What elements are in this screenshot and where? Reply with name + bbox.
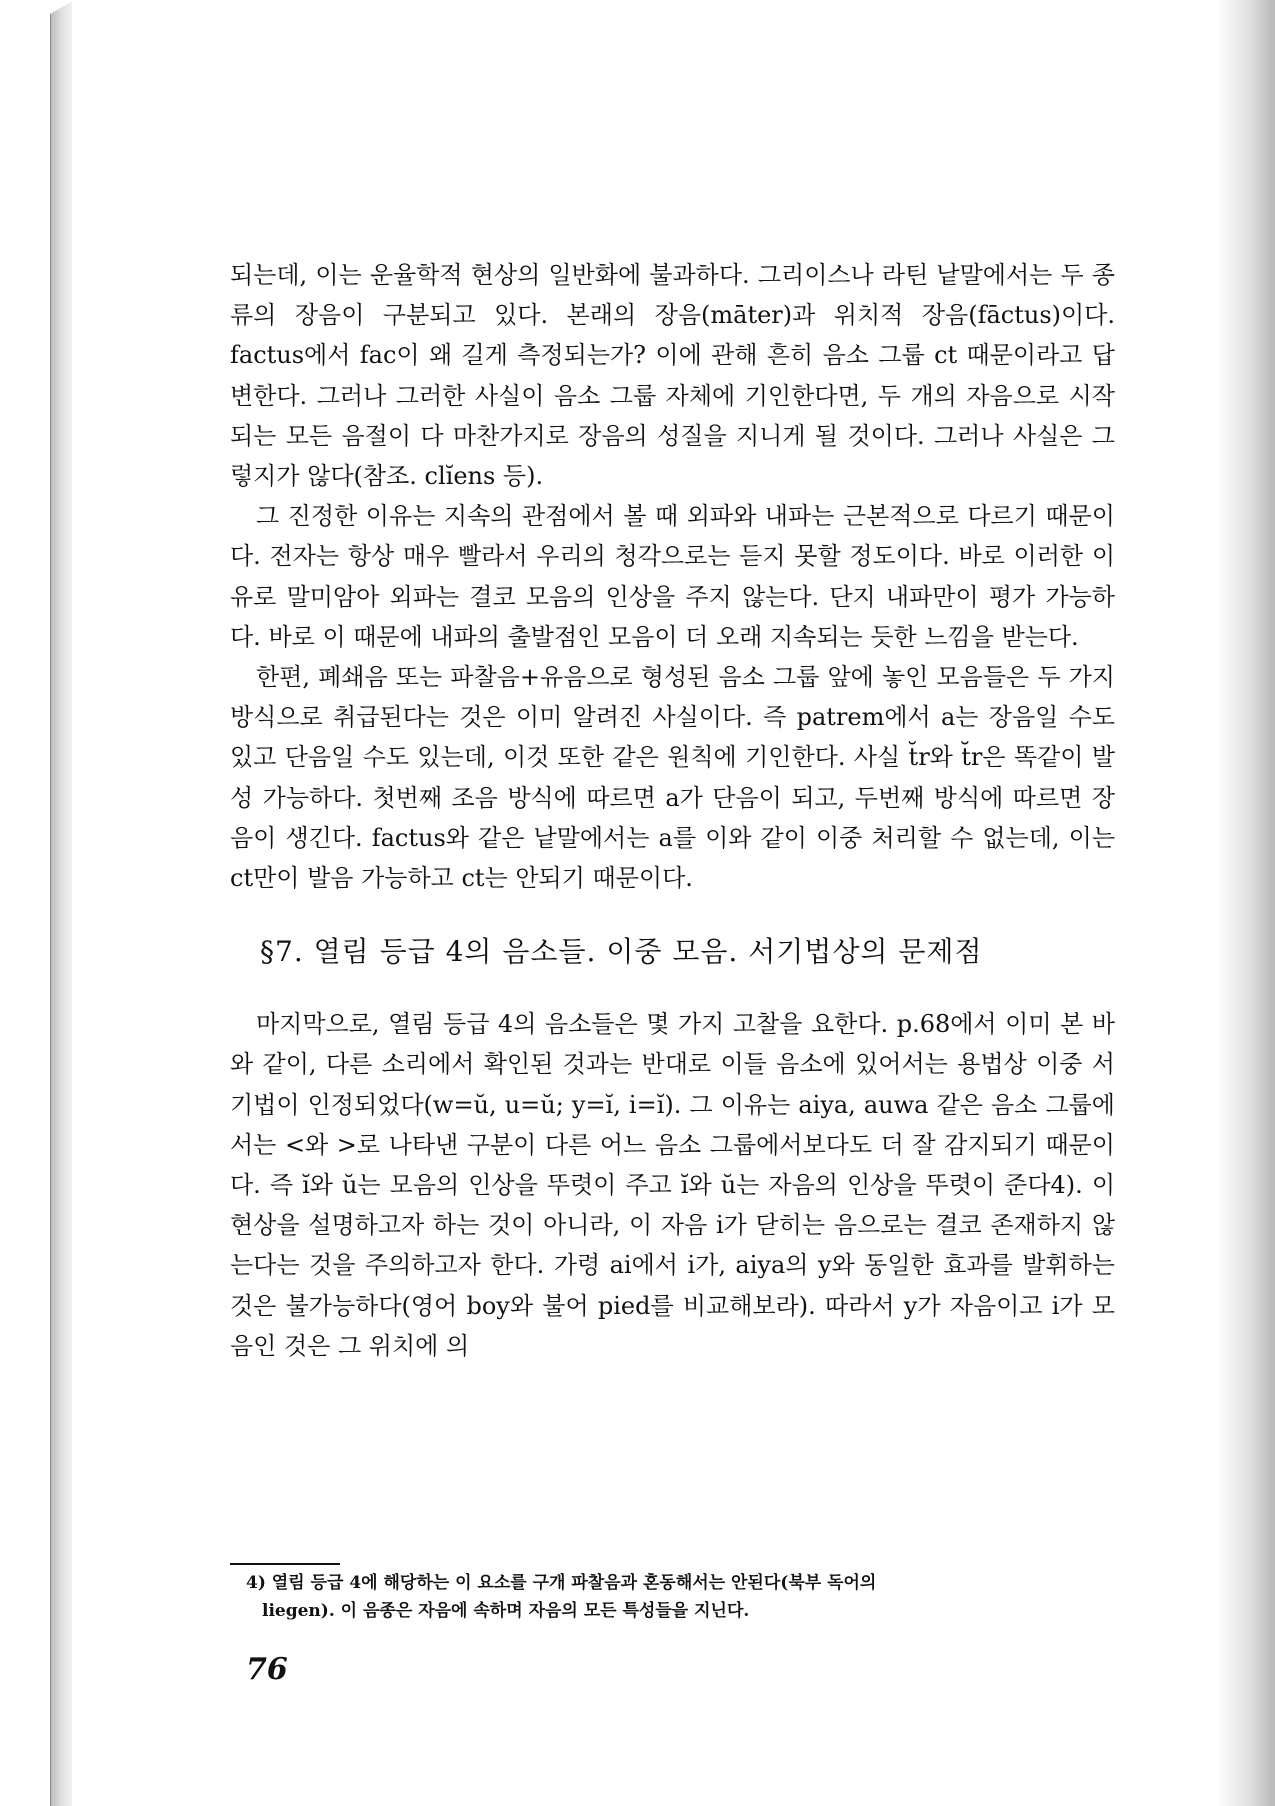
page-body — [230, 255, 1115, 1366]
paragraph-2: 그 진정한 이유는 지속의 관점에서 볼 때 외파와 내파는 근본적으로 다르기 때문이다. 전자는 항상 매우 빨라서 우리의 청각으로는 듣지 못할 정도이다. 바로 이러한 이유로 말미암아 외파는 결코 모음의 인상을 주지 않는다. 단지 내파만이 평가 가능하다. 바로 이 때문에 내파의 출발점인 모음이 더 오래 지속되는 듯한 느낌을 받는다. — [230, 502, 1115, 651]
footnote-divider — [230, 1563, 340, 1565]
paragraph-1: 되는데, 이는 운율학적 현상의 일반화에 불과하다. 그리이스나 라틴 낱말에서는 두 종류의 장음이 구분되고 있다. 본래의 장음(māter)과 위치적 장음(fāctus)이다. factus에서 fac이 왜 길게 측정되는가? 이에 관해 흔히 음소 그룹 ct 때문이라고 답변한다. 그러나 그러한 사실이 음소 그룹 자체에 기인한다면, 두 개의 자음으로 시작되는 모든 음절이 다 마찬가지로 장음의 성질을 지니게 될 것이다. 그러나 사실은 그렇지가 않다(참조. clĭens 등). — [230, 261, 1115, 491]
book-spine-edge — [50, 0, 73, 1806]
page-number: 76 — [246, 1652, 288, 1687]
footnote-line-1: 4) 열림 등급 4에 해당하는 이 요소를 구개 파찰음과 혼동해서는 안된다(북부 독어의 — [246, 1573, 877, 1593]
section-heading: §7. 열림 등급 4의 음소들. 이중 모음. 서기법상의 문제점 — [260, 935, 983, 969]
paragraph-3: 한편, 폐쇄음 또는 파찰음+유음으로 형성된 음소 그룹 앞에 놓인 모음들은 두 가지 방식으로 취급된다는 것은 이미 알려진 사실이다. 즉 patrem에서 a는 장음일 수도 있고 단음일 수도 있는데, 이것 또한 같은 원칙에 기인한다. 사실 t̆r와 t̆r은 똑같이 발성 가능하다. 첫번째 조음 방식에 따르면 a가 단음이 되고, 두번째 방식에 따르면 장음이 생긴다. factus와 같은 낱말에서는 a를 이와 같이 이중 처리할 수 없는데, 이는 ct만이 발음 가능하고 ct는 안되기 때문이다. — [230, 663, 1115, 893]
page-shadow — [1217, 0, 1275, 1806]
paragraph-4: 마지막으로, 열림 등급 4의 음소들은 몇 가지 고찰을 요한다. p.68에서 이미 본 바와 같이, 다른 소리에서 확인된 것과는 반대로 이들 음소에 있어서는 용법상 이중 서기법이 인정되었다(w=ŭ, u=ŭ; y=ĭ, i=ĭ). 그 이유는 aiya, auwa 같은 음소 그룹에서는 <와 >로 나타낸 구분이 다른 어느 음소 그룹에서보다도 더 잘 감지되기 때문이다. 즉 ĭ와 ŭ는 모음의 인상을 뚜렷이 주고 ĭ와 ŭ는 자음의 인상을 뚜렷이 준다4). 이 현상을 설명하고자 하는 것이 아니라, 이 자음 i가 닫히는 음으로는 결코 존재하지 않는다는 것을 주의하고자 한다. 가령 ai에서 i가, aiya의 y와 동일한 효과를 발휘하는 것은 불가능하다(영어 boy와 불어 pied를 비교해보라). 따라서 y가 자음이고 i가 모음인 것은 그 위치에 의 — [230, 1010, 1115, 1360]
footnote-line-2: liegen). 이 음종은 자음에 속하며 자음의 모든 특성들을 지닌다. — [262, 1601, 750, 1621]
footnote — [246, 1569, 1116, 1625]
